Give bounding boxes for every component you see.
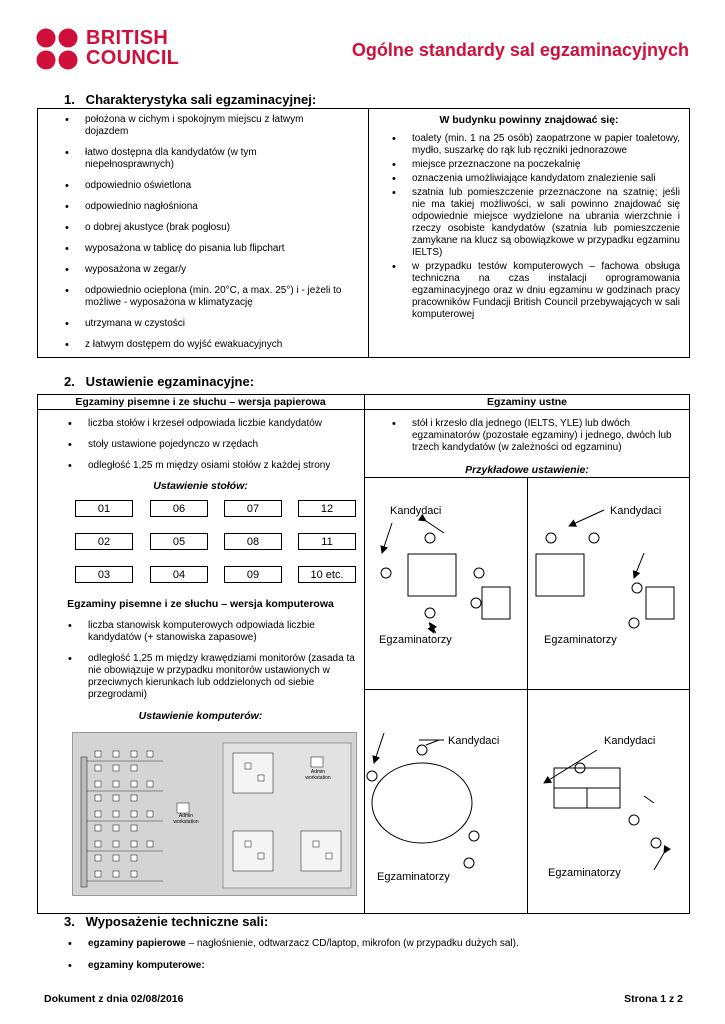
computer-exams-label: egzaminy komputerowe: [88,960,205,971]
list-item: • odpowiednio ocieplona (min. 20°C, a max. 25°) i - jeżeli to możliwe - wyposażona w klimatyzację [85,285,347,309]
candidates-label: Kandydaci [610,505,662,517]
list-item: • utrzymana w czystości [85,318,347,330]
logo-dots-icon [36,28,82,72]
paper-exams-list [88,418,358,481]
logo-wordmark [86,28,179,68]
seat-box: 12 [298,500,356,517]
list-item: • odpowiednio nagłośniona [85,201,347,213]
oral-exams-list [412,418,684,463]
seat-box: 09 [224,566,282,583]
seat-box: 03 [75,566,133,583]
examiners-label: Egzaminatorzy [379,634,452,646]
list-item: • miejsce przeznaczone na poczekalnię [412,159,684,171]
examiners-label: Egzaminatorzy [544,634,617,646]
candidates-label: Kandydaci [390,505,442,517]
paper-exams-equipment: – nagłośnienie, odtwarzacz CD/laptop, mikrofon (w przypadku dużych sal). [185,938,519,949]
computers-layout-heading: Ustawienie komputerów: [138,710,263,722]
oral-exams-heading: Egzaminy ustne [487,396,567,408]
list-item: • odległość 1,25 m między krawędziami monitorów (zasada ta nie obowiązuje w przypadku monitorów ustawionych w przeciwnych kierunkach lub oddzielonych od siebie przegrodami) [88,653,356,701]
list-item: • odległość 1,25 m między osiami stołów z każdej strony [88,460,358,472]
seat-box: 02 [75,533,133,550]
seat-box: 11 [298,533,356,550]
section-2-header-rule [37,409,690,410]
list-item: • wyposażona w zegar/y [85,264,347,276]
computer-exams-heading: Egzaminy pisemne i ze słuchu – wersja komputerowa [67,598,334,610]
examiners-label: Egzaminatorzy [377,871,450,883]
list-item [88,938,688,950]
computer-room-drawing [73,733,356,895]
seat-box: 07 [224,500,282,517]
technical-equipment-list [88,938,688,972]
example-layout-heading: Przykładowe ustawienie: [465,464,589,476]
list-item: • z łatwym dostępem do wyjść ewakuacyjnych [85,339,347,351]
paper-exams-label: egzaminy papierowe [88,938,186,949]
british-council-logo [36,28,196,72]
list-item: • liczba stanowisk komputerowych odpowiada liczbie kandydatów (+ stanowiska zapasowe) [88,620,356,644]
seat-box: 04 [150,566,208,583]
list-item: • o dobrej akustyce (brak pogłosu) [85,222,347,234]
list-item: • szatnia lub pomieszczenie przeznaczone na szatnię; jeśli nie ma takiej możliwości, w sali powinno znajdować się odpowiednie miejsce wydzielone na ubrania wierzchnie i rzeczy osobiste kandydatów (szatnia lub pomieszczenie zamykane na klucz są obowiązkowe w przypadku egzaminu IELTS) [412,187,684,259]
examiners-label: Egzaminatorzy [548,867,621,879]
section-1-heading: 1. Charakterystyka sali egzaminacyjnej: [64,92,317,107]
list-item: • liczba stołów i krzeseł odpowiada liczbie kandydatów [88,418,358,430]
candidates-label: Kandydaci [604,735,656,747]
list-item: • oznaczenia umożliwiające kandydatom znalezienie sali [412,173,684,185]
admin-workstation-label: Admin workstation [173,813,199,825]
list-item: • łatwo dostępna dla kandydatów (w tym niepełnosprawnych) [85,147,347,171]
list-item: • położona w cichym i spokojnym miejscu z łatwym dojazdem [85,114,347,138]
seat-box: 06 [150,500,208,517]
section-1-divider [368,108,369,358]
seat-box: 01 [75,500,133,517]
paper-exams-heading: Egzaminy pisemne i ze słuchu – wersja papierowa [75,396,326,408]
list-item: • toalety (min. 1 na 25 osób) zaopatrzone w papier toaletowy, mydło, suszarkę do rąk lub ręczniki jednorazowe [412,133,684,157]
building-requirements-list [412,133,684,323]
list-item: • odpowiednio oświetlona [85,180,347,192]
page-number: Strona 1 z 2 [624,993,683,1005]
room-characteristics-list [85,114,347,360]
seat-box: 05 [150,533,208,550]
logo-line-1: BRITISH [86,27,169,49]
document-date: Dokument z dnia 02/08/2016 [44,993,184,1005]
list-item: • stół i krzesło dla jednego (IELTS, YLE) lub dwóch egzaminatorów (pozostałe egzaminy) i jednego, dwóch lub trzech kandydatów (w zależności od egzaminu) [412,418,684,454]
list-item [88,960,688,972]
candidates-label: Kandydaci [448,735,500,747]
tables-layout-heading: Ustawienie stołów: [153,480,248,492]
computer-exams-list [88,620,356,710]
section-2-heading: 2. Ustawienie egzaminacyjne: [64,374,255,389]
building-requirements-heading: W budynku powinny znajdować się: [439,114,619,126]
seat-box: 08 [224,533,282,550]
logo-line-2: COUNCIL [86,47,180,69]
page-title: Ogólne standardy sal egzaminacyjnych [351,40,689,60]
oral-layout-diagrams [364,478,690,914]
section-3-heading: 3. Wyposażenie techniczne sali: [64,914,269,929]
seat-box: 10 etc. [298,566,356,583]
admin-workstation-label: Admin workstation [305,769,331,781]
list-item: • w przypadku testów komputerowych – fachowa obsługa techniczna na czas instalacji oprogramowania egzaminacyjnego oraz w dniu egzaminu w godzinach pracy pracowników Fundacji British Council przebywających w sali komputerowej [412,261,684,321]
list-item: • wyposażona w tablicę do pisania lub flipchart [85,243,347,255]
computer-room-diagram [72,732,357,896]
list-item: • stoły ustawione pojedynczo w rzędach [88,439,358,451]
